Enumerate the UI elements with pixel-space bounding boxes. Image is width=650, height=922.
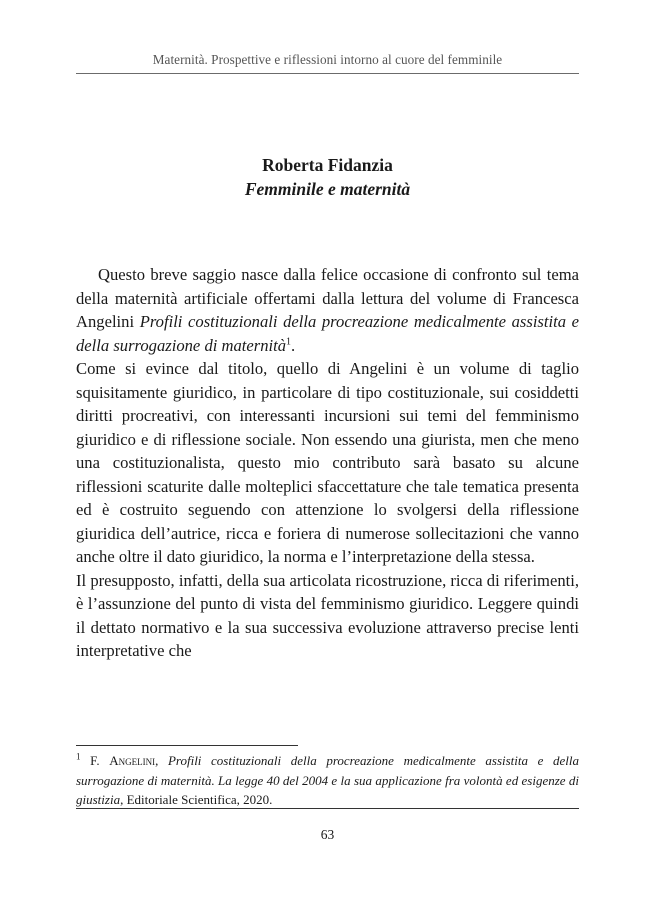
page-number: 63 — [320, 827, 335, 842]
article-heading — [76, 153, 579, 201]
running-header: Maternità. Prospettive e riflessioni intorno al cuore del femminile — [76, 52, 579, 74]
footnote-author-initial: F. — [90, 753, 110, 768]
footnote-number: 1 — [76, 751, 81, 762]
footnote-book-title: Profili costituzionali della procreazione medicalmente assistita e della surrogazione di maternità. La legge 40 del 2004 e la sua applicazione fra volontà ed esigenze di giustizia — [76, 753, 580, 807]
footer-rule — [76, 808, 579, 809]
footnote-publisher: , Editoriale Scientifica, 2020. — [120, 792, 273, 807]
footnote-1 — [76, 751, 579, 810]
paragraph-1-end: . — [291, 335, 296, 355]
book-title: Profili costituzionali della procreazione medicalmente assistita e della surrogazione di maternità — [76, 312, 580, 355]
article-title: Femminile e maternità — [244, 179, 411, 199]
article-body — [76, 263, 579, 663]
paragraph-1 — [76, 263, 579, 357]
footnote-separator-text: , — [155, 753, 168, 768]
paragraph-2: Come si evince dal titolo, quello di Angelini è un volume di taglio squisitamente giuridico, in particolare di tipo costituzionale, sui cosiddetti diritti procreativi, con interessanti incursioni sui temi del femminismo giuridico e di riflessione sociale. Non essendo una giurista, men che meno una costituzionalista, questo mio contributo sarà basato su alcune riflessioni scaturite dalle molteplici sfaccettature che tale tematica presenta ed è costruito seguendo con attenzione lo svolgersi della riflessione giuridica dell’autrice, ricca e foriera di numerose sollecitazioni che vanno anche oltre il dato giuridico, la norma e l’interpretazione della stessa. — [76, 359, 579, 566]
paragraph-3: Il presupposto, infatti, della sua articolata ricostruzione, ricca di riferimenti, è l’assunzione del punto di vista del femminismo giuridico. Leggere quindi il dettato normativo e la sua successiva evoluzione attraverso precise lenti interpretative che — [76, 570, 579, 660]
footnote-separator — [76, 745, 298, 746]
footnote-reference[interactable]: 1 — [286, 335, 292, 347]
author-name: Roberta Fidanzia — [262, 155, 393, 175]
footnote-author-surname: Angelini — [109, 753, 156, 768]
paragraph-1-text: Questo breve saggio nasce dalla felice occasione di confronto sul tema della maternità artificiale offertami dalla lettura del volume di Francesca Angelini — [76, 265, 579, 331]
